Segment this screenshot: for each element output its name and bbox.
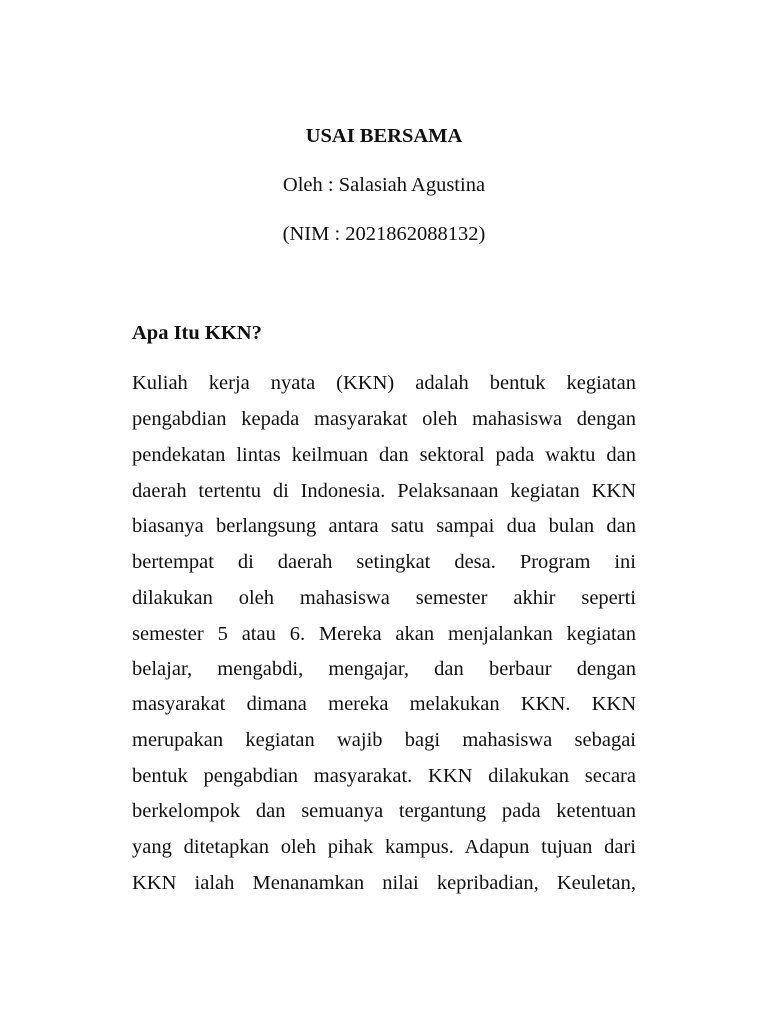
paragraph-line: bertempat di daerah setingkat desa. Program ini	[132, 551, 637, 573]
paragraph-line: semester 5 atau 6. Mereka akan menjalankan kegiatan	[132, 623, 637, 645]
paragraph-line: merupakan kegiatan wajib bagi mahasiswa sebagai	[132, 729, 636, 751]
paragraph-line: belajar, mengabdi, mengajar, dan berbaur dengan	[132, 658, 636, 680]
paragraph-line: KKN ialah Menanamkan nilai kepribadian, Keuletan,	[132, 872, 636, 894]
author-line: Oleh : Salasiah Agustina	[282, 174, 486, 196]
paragraph-line: pendekatan lintas keilmuan dan sektoral pada waktu dan	[132, 444, 636, 466]
paragraph-line: Kuliah kerja nyata (KKN) adalah bentuk kegiatan	[132, 372, 636, 394]
section-heading: Apa Itu KKN?	[132, 322, 262, 344]
paragraph-line: daerah tertentu di Indonesia. Pelaksanaan kegiatan KKN	[132, 480, 637, 502]
nim-line: (NIM : 2021862088132)	[282, 223, 486, 245]
paragraph-line: berkelompok dan semuanya tergantung pada ketentuan	[132, 800, 636, 822]
paragraph-line: pengabdian kepada masyarakat oleh mahasiswa dengan	[132, 408, 636, 430]
paragraph-line: yang ditetapkan oleh pihak kampus. Adapun tujuan dari	[132, 836, 636, 858]
paragraph-line: dilakukan oleh mahasiswa semester akhir seperti	[132, 587, 636, 609]
paragraph-line: bentuk pengabdian masyarakat. KKN dilakukan secara	[132, 765, 636, 787]
paragraph-line: masyarakat dimana mereka melakukan KKN. KKN	[132, 693, 637, 715]
document-title: USAI BERSAMA	[305, 125, 463, 147]
paragraph-line: biasanya berlangsung antara satu sampai dua bulan dan	[132, 515, 637, 537]
